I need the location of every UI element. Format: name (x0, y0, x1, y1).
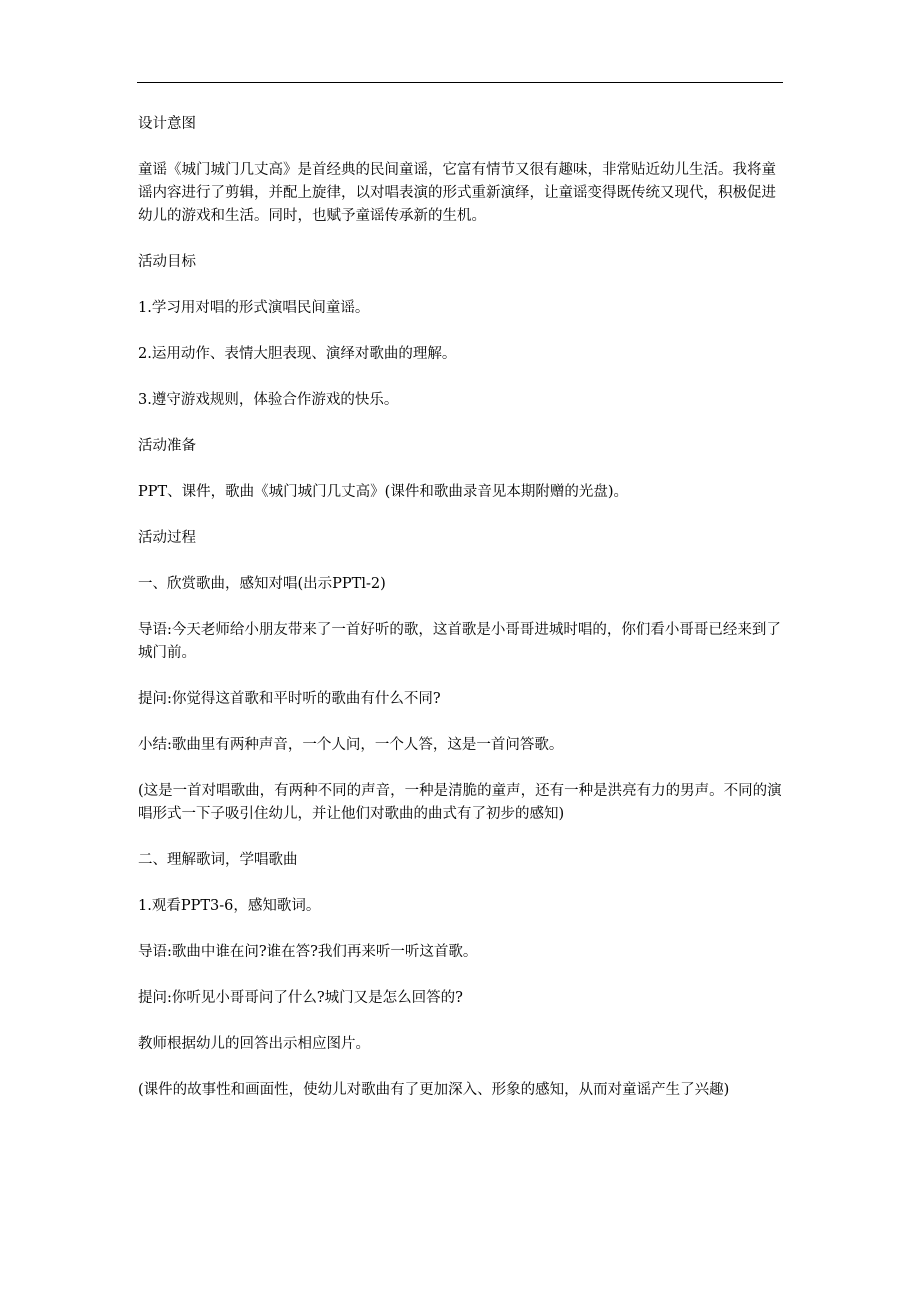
heading-design-intent: 设计意图 (138, 116, 196, 132)
paragraph-guide-2: 导语:歌曲中谁在问?谁在答?我们再来听一听这首歌。 (138, 944, 478, 960)
section-one-heading: 一、欣赏歌曲，感知对唱(出示PPTl-2) (138, 576, 386, 592)
paragraph-design-intent: 童谣《城门城门几丈高》是首经典的民间童谣，它富有情节又很有趣味，非常贴近幼儿生活。我将童谣内容进行了剪辑，并配上旋律，以对唱表演的形式重新演绎，让童谣变得既传统又现代，积极促进幼儿的游戏和生活。同时，也赋予童谣传承新的生机。 (138, 162, 776, 224)
document-body (138, 113, 786, 1125)
paragraph-note-1: (这是一首对唱歌曲，有两种不同的声音，一种是清脆的童声，还有一种是洪亮有力的男声。不同的演唱形式一下子吸引住幼儿，并让他们对歌曲的曲式有了初步的感知) (138, 783, 782, 822)
paragraph-preparation: PPT、课件，歌曲《城门城门几丈高》(课件和歌曲录音见本期附赠的光盘)。 (138, 484, 628, 500)
paragraph-note-2: (课件的故事性和画面性，使幼儿对歌曲有了更加深入、形象的感知，从而对童谣产生了兴趣) (138, 1082, 730, 1098)
paragraph-guide-1: 导语:今天老师给小朋友带来了一首好听的歌，这首歌是小哥哥进城时唱的，你们看小哥哥已经来到了城门前。 (138, 622, 781, 661)
paragraph-question-2: 提问:你听见小哥哥问了什么?城门又是怎么回答的? (138, 990, 463, 1006)
heading-activity-preparation: 活动准备 (138, 438, 196, 454)
paragraph-question-1: 提问:你觉得这首歌和平时听的歌曲有什么不同? (138, 691, 441, 707)
step-item-1: 1.观看PPT3-6，感知歌词。 (138, 898, 321, 914)
section-two-heading: 二、理解歌词，学唱歌曲 (138, 852, 298, 868)
goal-item-2: 2.运用动作、表情大胆表现、演绎对歌曲的理解。 (138, 346, 457, 362)
heading-activity-goals: 活动目标 (138, 254, 196, 270)
paragraph-teacher-action: 教师根据幼儿的回答出示相应图片。 (138, 1036, 370, 1052)
paragraph-summary-1: 小结:歌曲里有两种声音，一个人问，一个人答，这是一首问答歌。 (138, 737, 564, 753)
header-rule (137, 82, 783, 83)
heading-activity-process: 活动过程 (138, 530, 196, 546)
goal-item-1: 1.学习用对唱的形式演唱民间童谣。 (138, 300, 370, 316)
goal-item-3: 3.遵守游戏规则，体验合作游戏的快乐。 (138, 392, 399, 408)
